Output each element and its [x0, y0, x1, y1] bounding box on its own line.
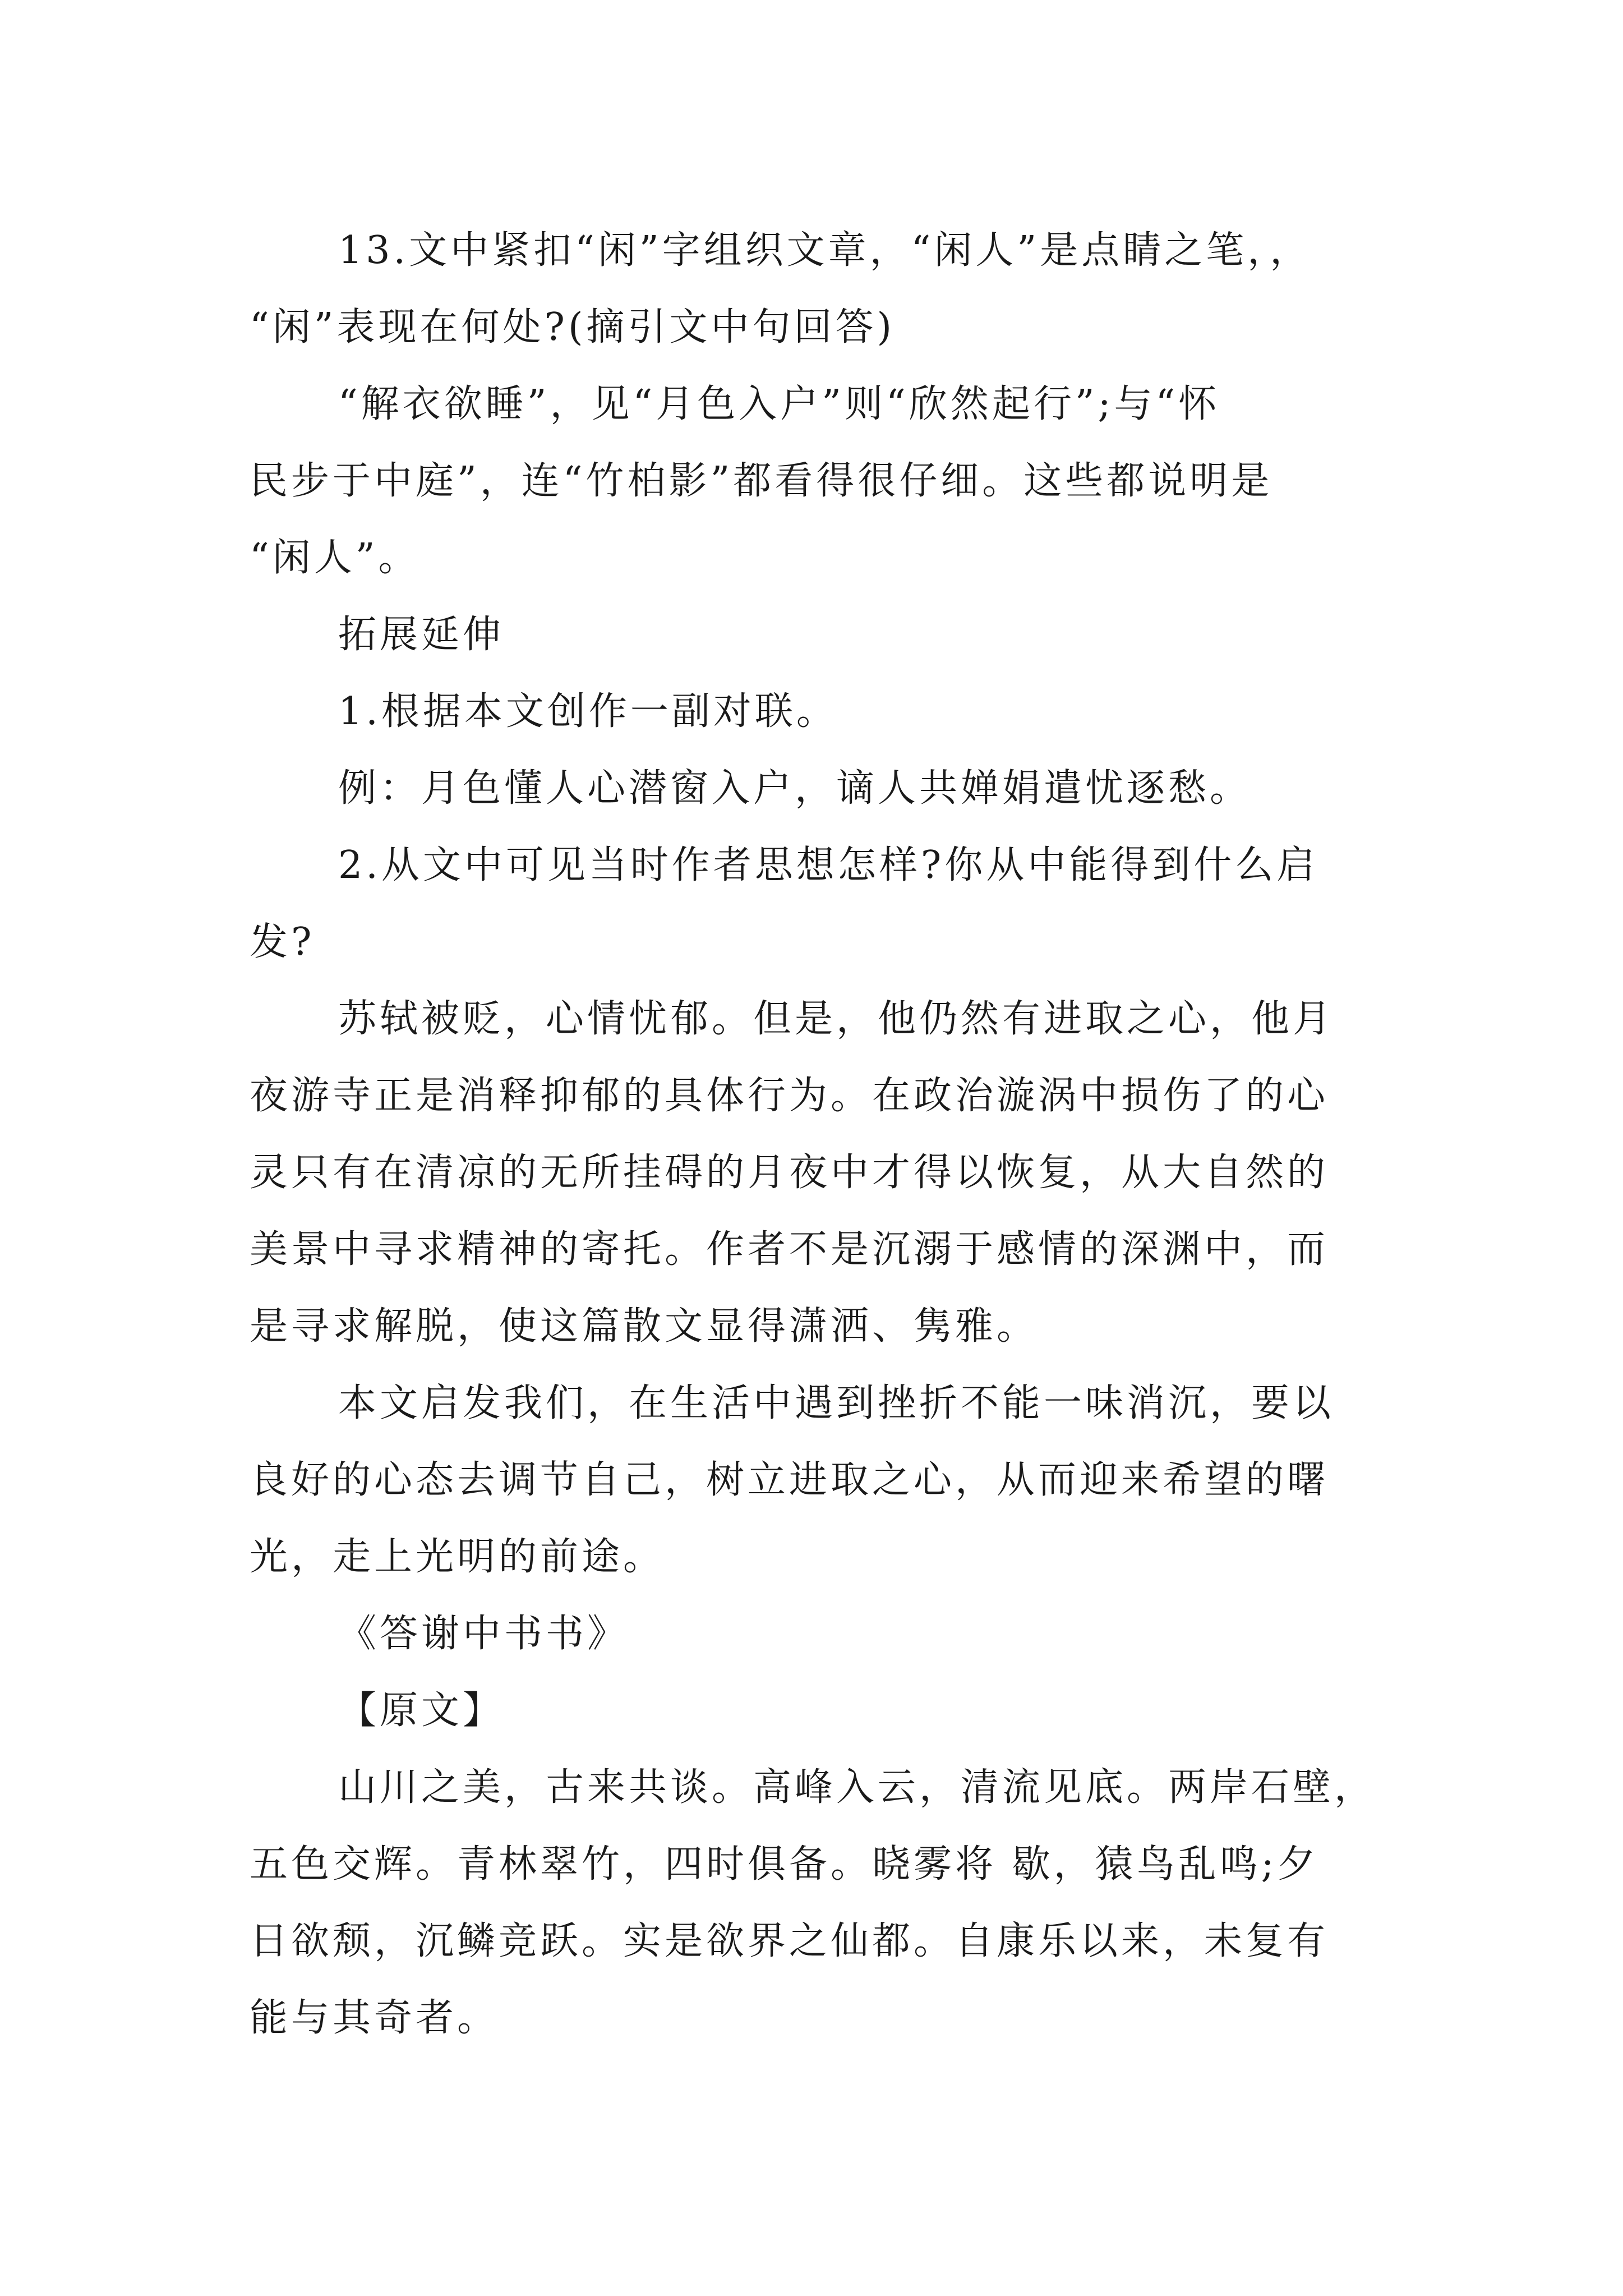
- answer-2-para-2-line-1: 本文启发我们，在生活中遇到挫折不能一味消沉，要以: [338, 1381, 1335, 1425]
- answer-13-line-1: “解衣欲睡”，见“月色入户”则“欣然起行”;与“怀: [338, 382, 1220, 426]
- original-text-heading: 【原文】: [338, 1688, 505, 1733]
- section-heading-extension: 拓展延伸: [338, 613, 505, 657]
- answer-2-para-1-line-3: 灵只有在清凉的无所挂碍的月夜中才得以恢复，从大自然的: [250, 1151, 1329, 1195]
- original-text-line-3: 日欲颓，沉鳞竞跃。实是欲界之仙都。自康乐以来，未复有: [250, 1919, 1329, 1963]
- answer-2-para-1-line-5: 是寻求解脱，使这篇散文显得潇洒、隽雅。: [250, 1304, 1039, 1349]
- answer-2-para-1-line-2: 夜游寺正是消释抑郁的具体行为。在政治漩涡中损伤了的心: [250, 1074, 1329, 1118]
- extension-question-2-line-2: 发?: [250, 920, 315, 964]
- original-text-line-1: 山川之美，古来共谈。高峰入云，清流见底。两岸石壁，: [338, 1765, 1376, 1810]
- essay-title: 《答谢中书书》: [338, 1612, 629, 1656]
- answer-2-para-1-line-1: 苏轼被贬，心情忧郁。但是，他仍然有进取之心，他月: [338, 997, 1335, 1041]
- document-page: [250, 212, 1438, 2056]
- extension-question-1: 1.根据本文创作一副对联。: [338, 689, 838, 734]
- question-13-line-2: “闲”表现在何处?(摘引文中句回答): [250, 305, 896, 349]
- answer-2-para-2-line-2: 良好的心态去调节自己，树立进取之心，从而迎来希望的曙: [250, 1458, 1329, 1502]
- question-13-line-1: 13.文中紧扣“闲”字组织文章，“闲人”是点睛之笔，，: [338, 228, 1312, 273]
- couplet-example: 例：月色懂人心潜窗入户，谪人共婵娟遣忧逐愁。: [338, 766, 1252, 811]
- answer-2-para-2-line-3: 光，走上光明的前途。: [250, 1535, 665, 1579]
- extension-question-2-line-1: 2.从文中可见当时作者思想怎样?你从中能得到什么启: [338, 843, 1318, 887]
- answer-2-para-1-line-4: 美景中寻求精神的寄托。作者不是沉溺于感情的深渊中，而: [250, 1227, 1329, 1272]
- answer-13-line-2: 民步于中庭”，连“竹柏影”都看得很仔细。这些都说明是: [250, 459, 1273, 503]
- original-text-line-2: 五色交辉。青林翠竹，四时俱备。晓雾将 歇，猿鸟乱鸣;夕: [250, 1842, 1319, 1887]
- original-text-line-4: 能与其奇者。: [250, 1996, 499, 2040]
- answer-13-line-3: “闲人”。: [250, 536, 420, 580]
